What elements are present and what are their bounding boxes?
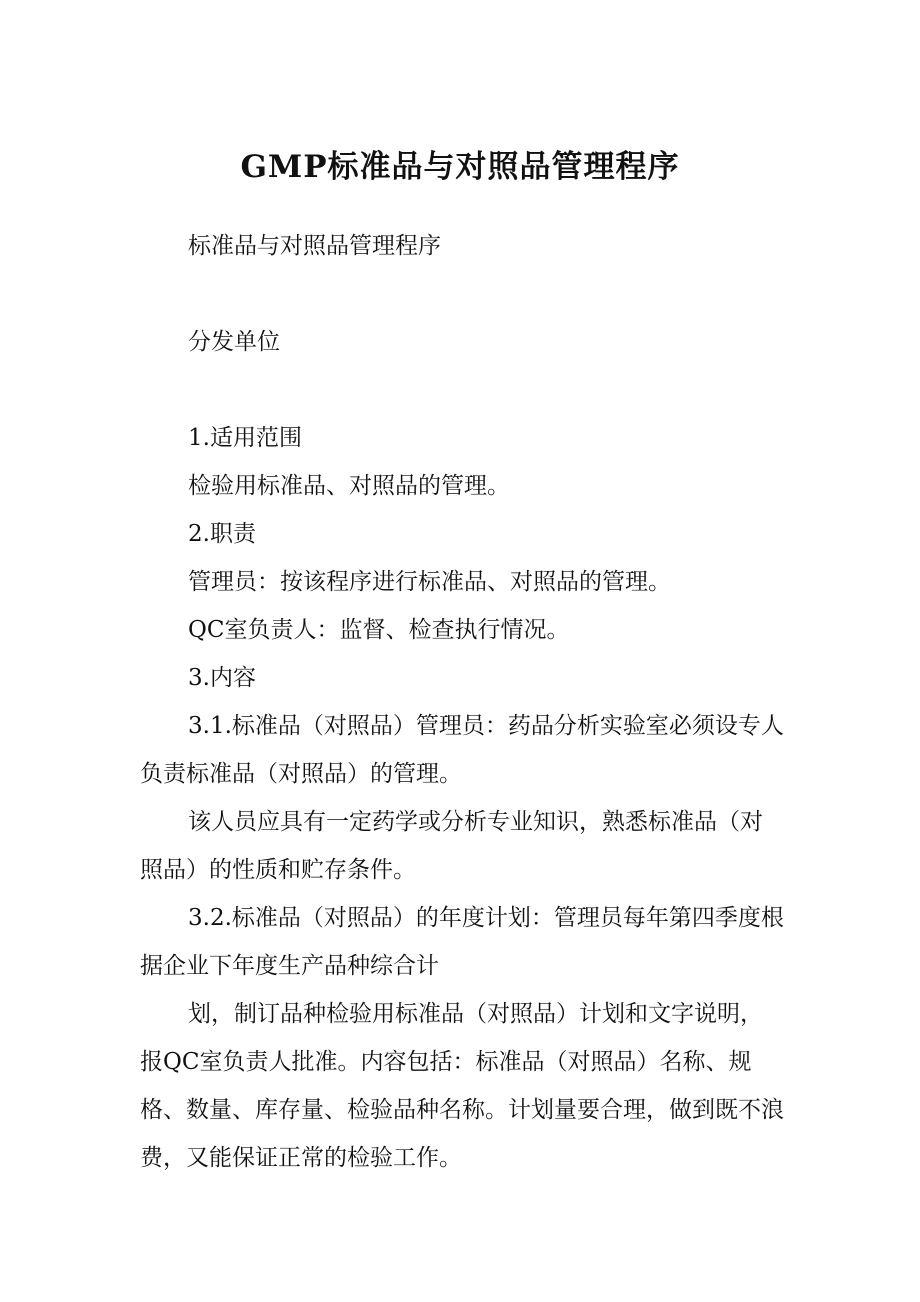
paragraph-3-1: 3.1.标准品（对照品）管理员：药品分析实验室必须设专人负责标准品（对照品）的管理。: [140, 713, 784, 787]
paragraph-duty-manager: 管理员：按该程序进行标准品、对照品的管理。: [188, 569, 671, 595]
document-title: GMP标准品与对照品管理程序: [240, 149, 680, 185]
section-heading-scope: 1.适用范围: [188, 425, 302, 451]
section-heading-duties: 2.职责: [188, 521, 256, 547]
paragraph-distribution-unit: 分发单位: [188, 329, 280, 355]
paragraph-scope: 检验用标准品、对照品的管理。: [188, 473, 510, 499]
section-heading-content: 3.内容: [188, 665, 256, 691]
paragraph-plan: 划，制订品种检验用标准品（对照品）计划和文字说明，报QC室负责人批准。内容包括：标准品（对照品）名称、规格、数量、库存量、检验品种名称。计划量要合理，做到既不浪费，又能保证正常的检验工作。: [140, 1001, 784, 1171]
paragraph-personnel: 该人员应具有一定药学或分析专业知识，熟悉标准品（对照品）的性质和贮存条件。: [140, 809, 763, 883]
paragraph-duty-qc: QC室负责人：监督、检查执行情况。: [188, 617, 570, 643]
paragraph-3-2: 3.2.标准品（对照品）的年度计划：管理员每年第四季度根据企业下年度生产品种综合计: [140, 905, 784, 979]
paragraph-subtitle: 标准品与对照品管理程序: [188, 233, 441, 259]
